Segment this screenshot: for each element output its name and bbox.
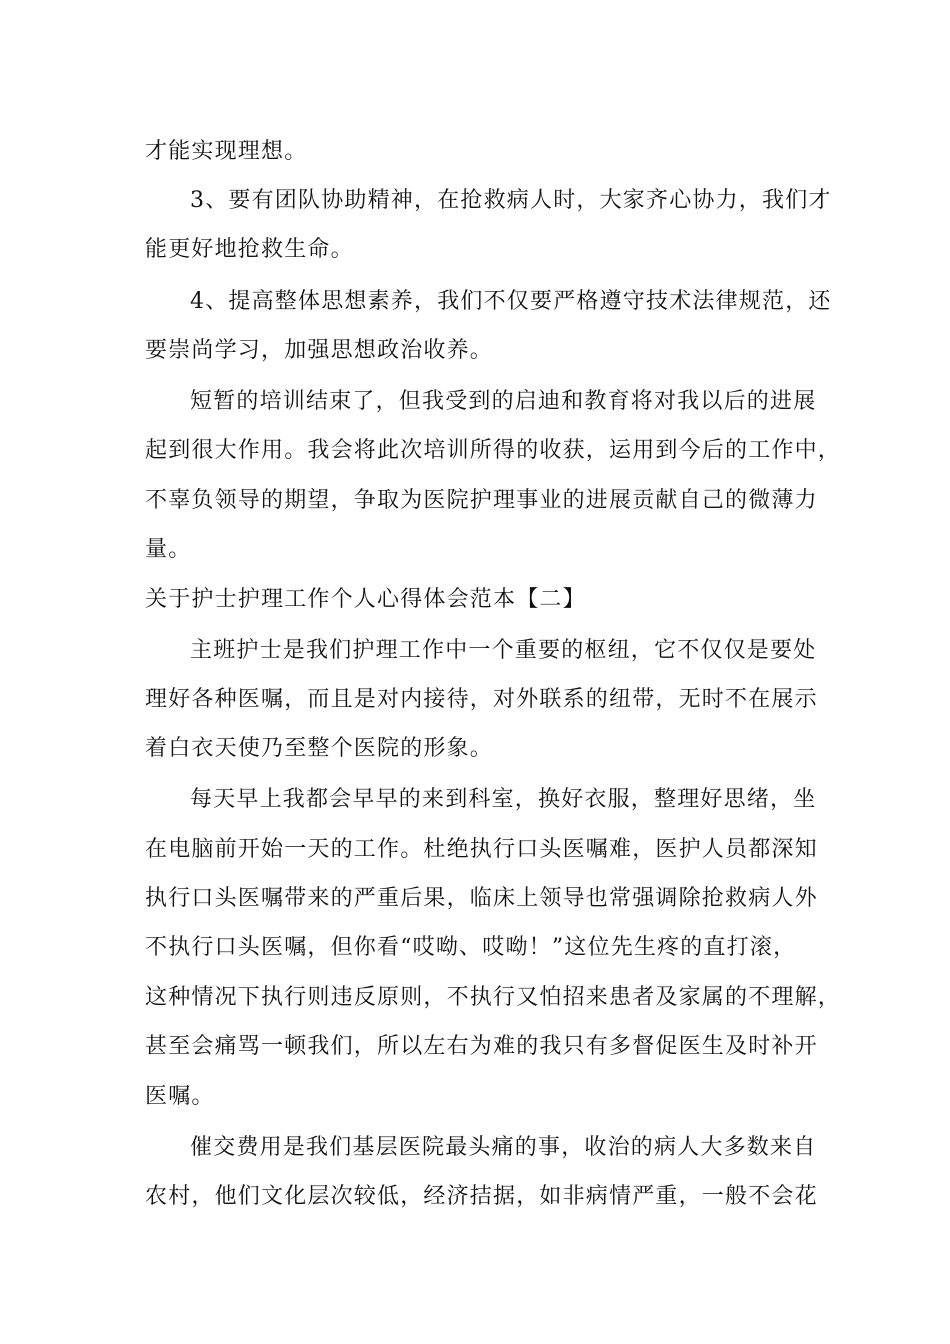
text-line: 在电脑前开始一天的工作。杜绝执行口头医嘱难，医护人员都深知 <box>145 837 818 862</box>
text-line: 甚至会痛骂一顿我们，所以左右为难的我只有多督促医生及时补开 <box>145 1034 818 1059</box>
text-line: 起到很大作用。我会将此次培训所得的收获，运用到今后的工作中， <box>145 438 842 463</box>
paragraph-start: 每天早上我都会早早的来到科室，换好衣服，整理好思绪，坐 <box>190 787 817 812</box>
paragraph-start: 主班护士是我们护理工作中一个重要的枢纽，它不仅仅是要处 <box>190 638 817 663</box>
text-line: 能更好地抢救生命。 <box>145 237 354 262</box>
text-line: 农村，他们文化层次较低，经济拮据，如非病情严重，一般不会花 <box>145 1184 818 1209</box>
list-item-3: 3、要有团队协助精神，在抢救病人时，大家齐心协力，我们才 <box>190 188 832 213</box>
paragraph-start: 催交费用是我们基层医院最头痛的事，收治的病人大多数来自 <box>190 1135 817 1160</box>
text-line: 不辜负领导的期望，争取为医院护理事业的进展贡献自己的微薄力 <box>145 488 818 513</box>
text-line: 这种情况下执行则违反原则，不执行又怕招来患者及家属的不理解， <box>145 985 842 1010</box>
text-line: 执行口头医嘱带来的严重后果，临床上领导也常强调除抢救病人外 <box>145 886 818 911</box>
text-line: 要崇尚学习，加强思想政治收养。 <box>145 338 494 363</box>
text-line: 着白衣天使乃至整个医院的形象。 <box>145 736 494 761</box>
list-item-4: 4、提高整体思想素养，我们不仅要严格遵守技术法律规范，还 <box>190 289 832 314</box>
text-line: 理好各种医嘱，而且是对内接待，对外联系的纽带，无时不在展示 <box>145 687 818 712</box>
text-line: 医嘱。 <box>145 1084 215 1109</box>
text-line: 才能实现理想。 <box>145 139 308 164</box>
section-heading: 关于护士护理工作个人心得体会范本【二】 <box>145 587 586 612</box>
text-line: 量。 <box>145 537 192 562</box>
paragraph-start: 短暂的培训结束了，但我受到的启迪和教育将对我以后的进展 <box>190 389 817 414</box>
text-line: 不执行口头医嘱，但你看“哎呦、哎呦！”这位先生疼的直打滚， <box>145 935 797 960</box>
